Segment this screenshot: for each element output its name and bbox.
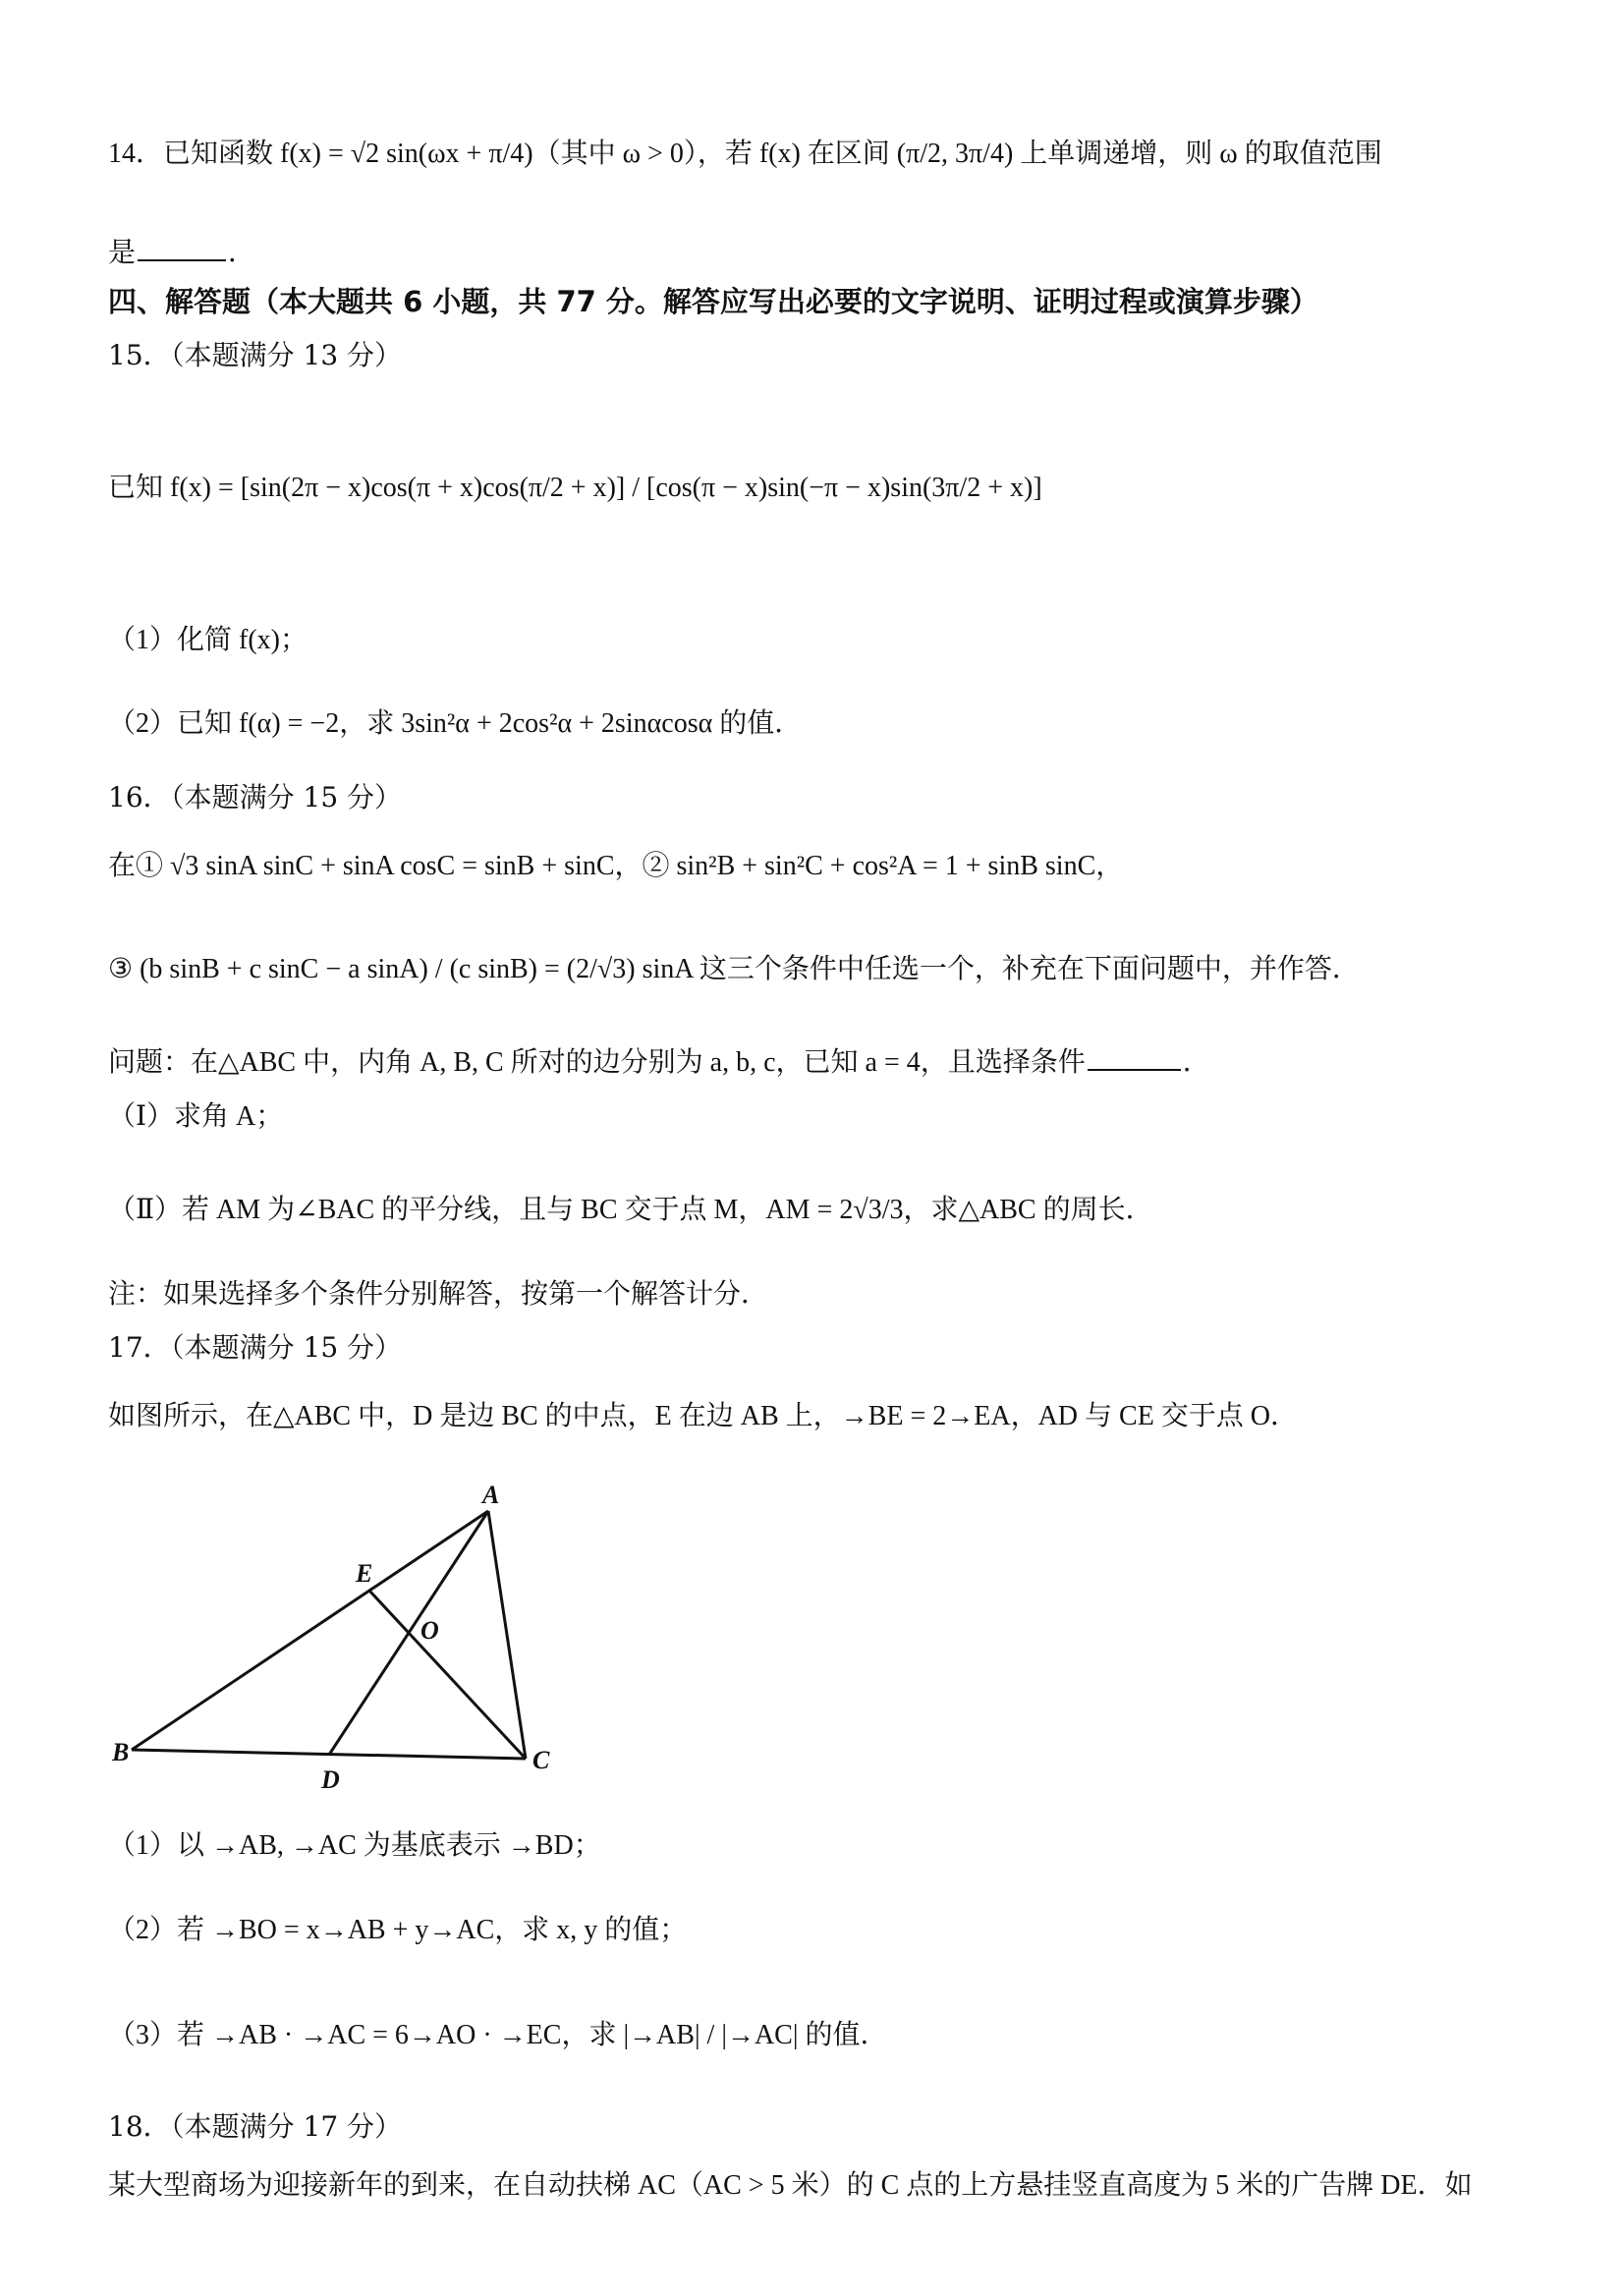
q16-problem-suffix: ． xyxy=(1182,1047,1210,1078)
q17-part2: （2）若 →BO = x→AB + y→AC，求 x, y 的值； xyxy=(108,1915,688,1945)
q16-note: 注：如果选择多个条件分别解答，按第一个解答计分． xyxy=(108,1277,769,1310)
q14-line2-prefix: 是 xyxy=(108,236,137,268)
label-d: D xyxy=(321,1765,340,1794)
q16-problem xyxy=(108,1046,1210,1080)
q15-header: 15．（本题满分 13 分） xyxy=(108,339,403,371)
q16-problem-text: 问题：在△ABC 中，内角 A, B, C 所对的边分别为 a, b, c，已知 a = 4，且选择条件 xyxy=(108,1047,1086,1078)
q16-condition-3: ③ (b sinB + c sinC − a sinA) / (c sinB) = (2/√3) sinA 这三个条件中任选一个，补充在下面问题中，并作答． xyxy=(108,954,1360,984)
q14-answer-blank xyxy=(138,259,226,261)
q16-part2: （Ⅱ）若 AM 为∠BAC 的平分线，且与 BC 交于点 M，AM = 2√3/3，求△ABC 的周长． xyxy=(108,1195,1153,1225)
triangle-figure xyxy=(108,1474,570,1798)
q15-part1: （1）化简 f(x)； xyxy=(108,625,308,655)
segment-ce xyxy=(369,1591,526,1759)
label-e: E xyxy=(356,1559,373,1588)
section-heading: 四、解答题（本大题共 6 小题，共 77 分。解答应写出必要的文字说明、证明过程或演算步骤） xyxy=(108,285,1318,318)
q17-header: 17．（本题满分 15 分） xyxy=(108,1331,403,1364)
q18-statement: 某大型商场为迎接新年的到来，在自动扶梯 AC（AC > 5 米）的 C 点的上方悬挂竖直高度为 5 米的广告牌 DE．如 xyxy=(108,2170,1473,2201)
segment-ac xyxy=(488,1511,526,1759)
q14-line1: 14．已知函数 f(x) = √2 sin(ωx + π/4)（其中 ω > 0），若 f(x) 在区间 (π/2, 3π/4) 上单调递增，则 ω 的取值范围 xyxy=(108,139,1382,169)
q16-part1: （Ⅰ）求角 A； xyxy=(108,1101,284,1132)
q17-part1: （1）以 →AB, →AC 为基底表示 →BD； xyxy=(108,1830,601,1861)
label-b: B xyxy=(112,1738,130,1766)
q16-header: 16．（本题满分 15 分） xyxy=(108,781,403,813)
q17-statement: 如图所示，在△ABC 中，D 是边 BC 的中点，E 在边 AB 上，→BE = 2→EA，AD 与 CE 交于点 O． xyxy=(108,1401,1299,1431)
q15-part2: （2）已知 f(α) = −2，求 3sin²α + 2cos²α + 2sinαcosα 的值． xyxy=(108,708,803,739)
q16-conditions-1-2: 在① √3 sinA sinC + sinA cosC = sinB + sinC，② sin²B + sin²C + cos²A = 1 + sinB sinC， xyxy=(108,851,1124,881)
q18-header: 18．（本题满分 17 分） xyxy=(108,2110,403,2143)
label-o: O xyxy=(420,1616,439,1645)
q14-line2-suffix: ． xyxy=(228,236,256,268)
label-c: C xyxy=(532,1746,550,1774)
label-a: A xyxy=(482,1481,500,1509)
q14-line2 xyxy=(108,236,255,269)
q15-given: 已知 f(x) = [sin(2π − x)cos(π + x)cos(π/2 + x)] / [cos(π − x)sin(−π − x)sin(3π/2 + x)] xyxy=(108,473,1042,503)
q17-part3: （3）若 →AB · →AC = 6→AO · →EC，求 |→AB| / |→AC| 的值． xyxy=(108,2020,888,2050)
q16-condition-blank xyxy=(1088,1069,1181,1071)
